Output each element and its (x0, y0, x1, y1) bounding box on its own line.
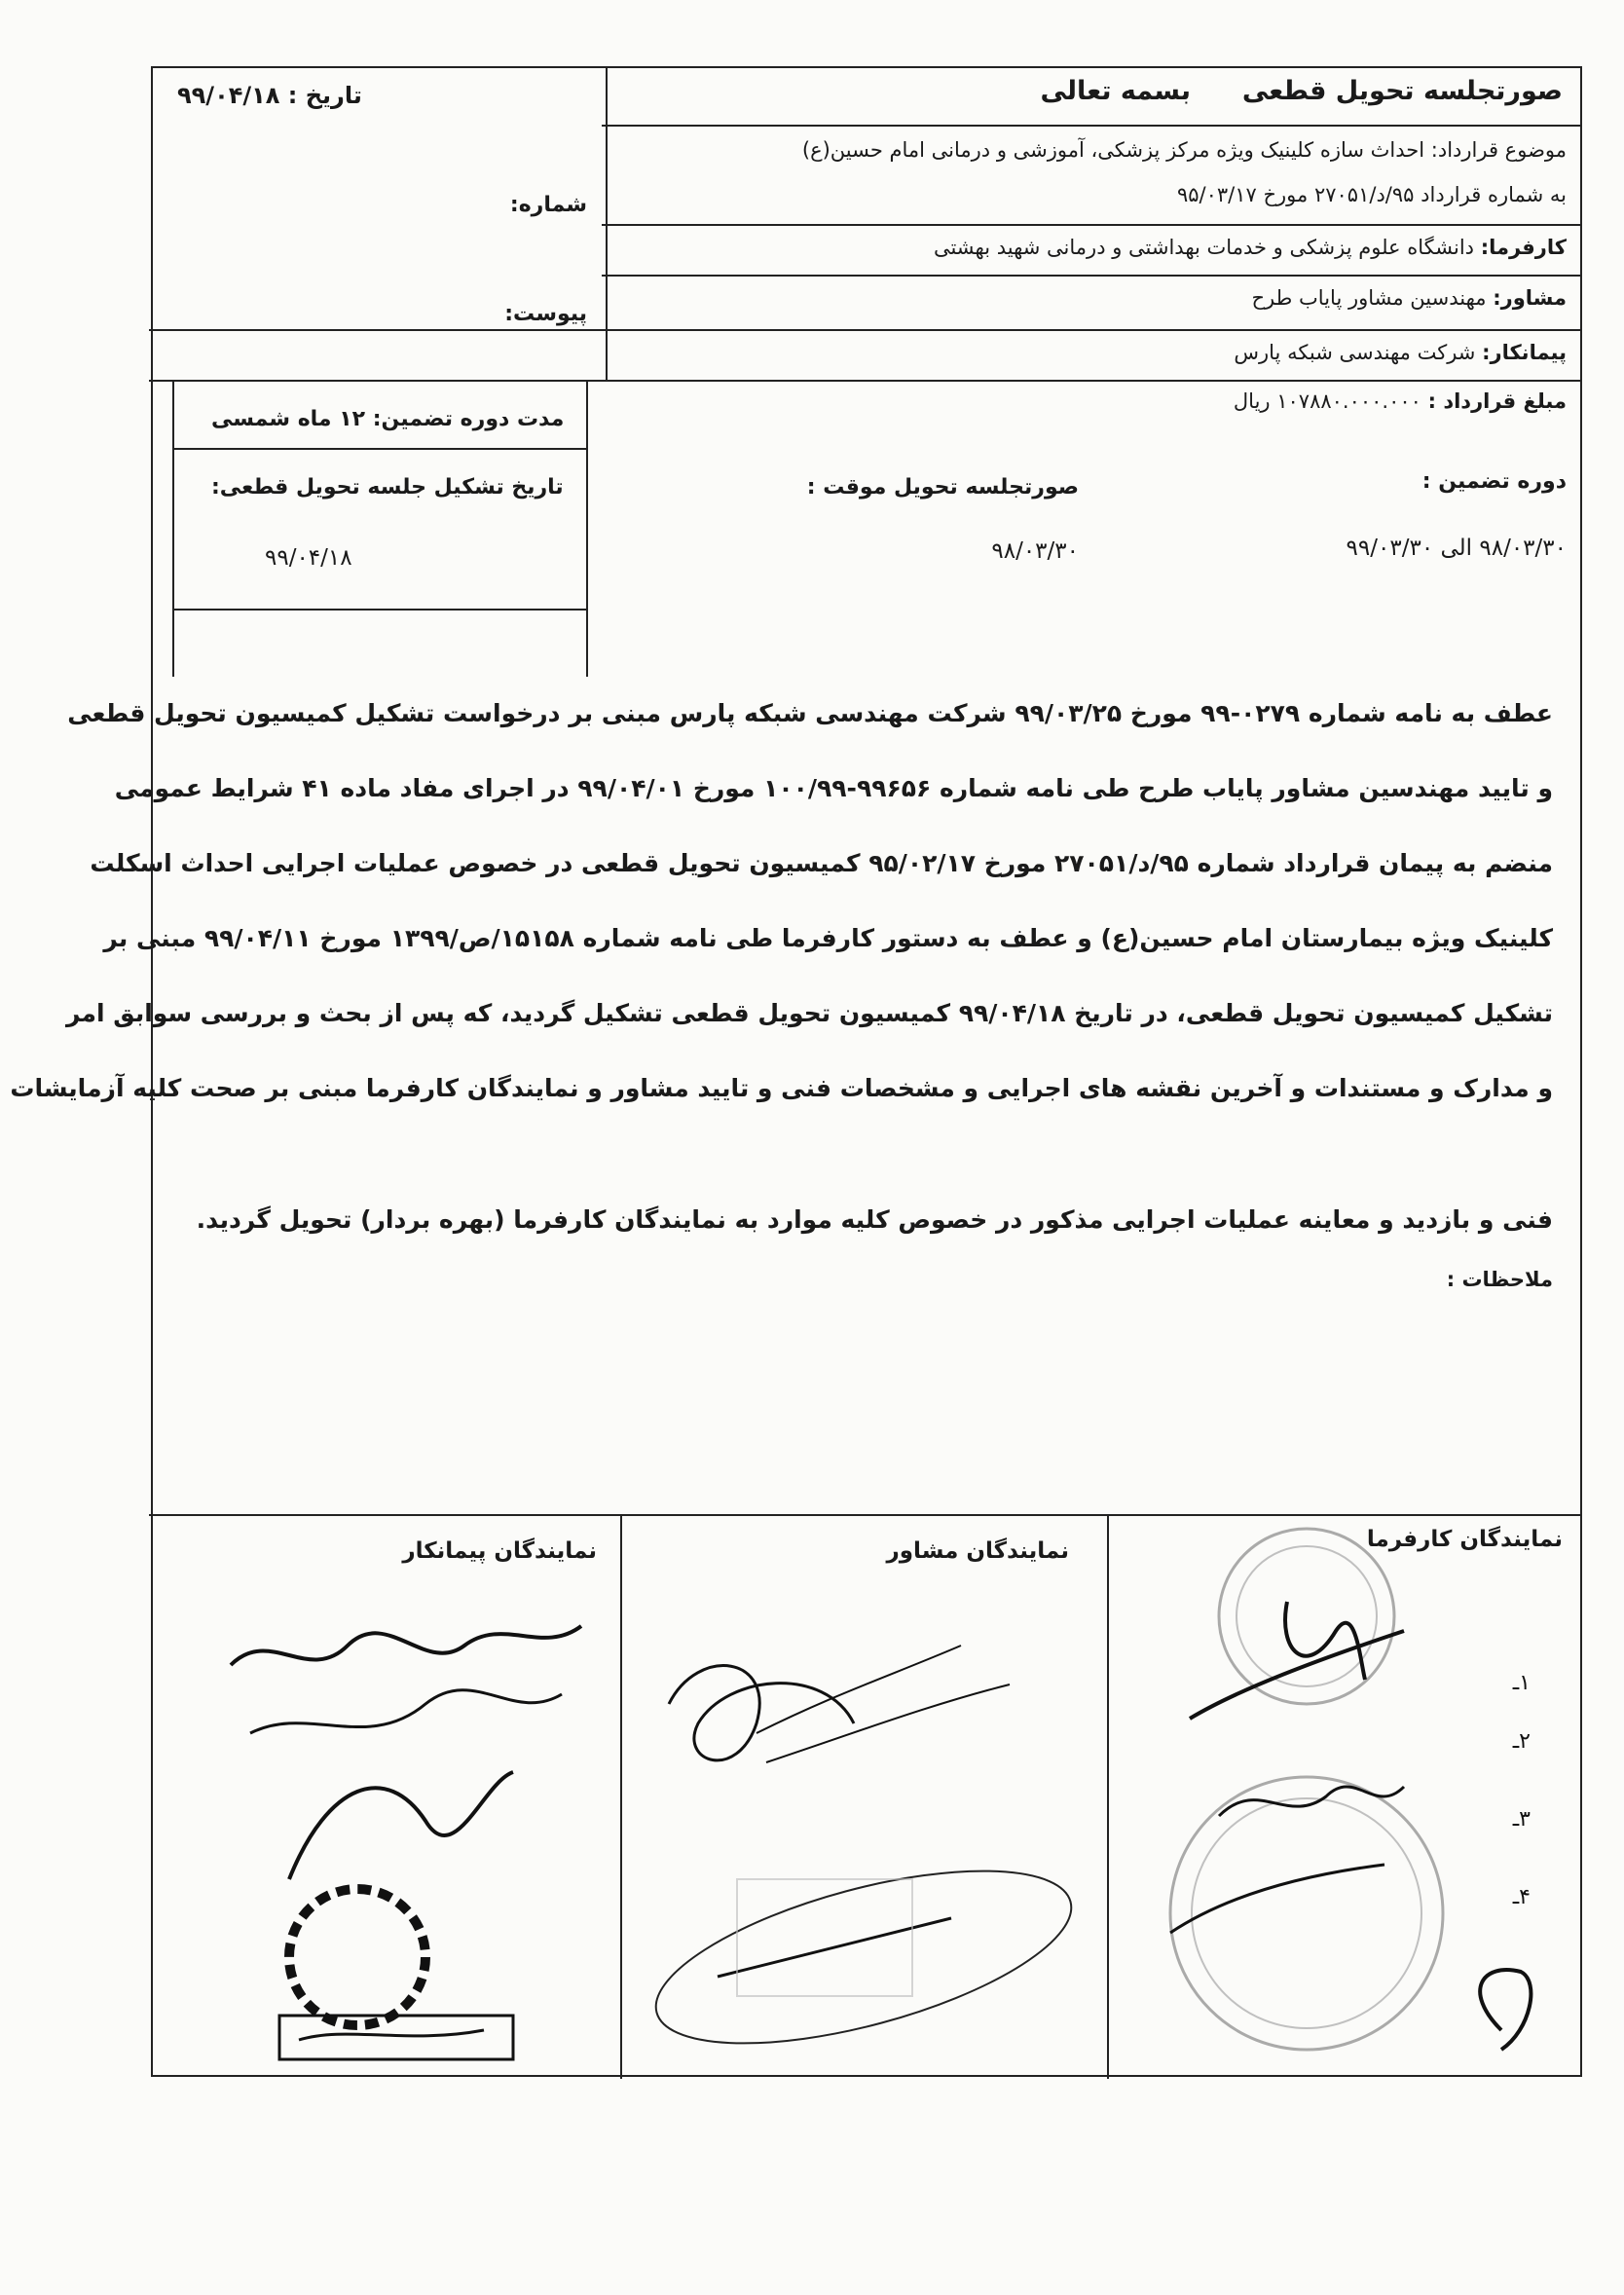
attachment-label: پیوست: (504, 302, 587, 326)
date-field: تاریخ : ۹۹/۰۴/۱۸ (177, 82, 362, 109)
warranty-period: مدت دوره تضمین: ۱۲ ماه شمسی (211, 407, 565, 431)
consultant-signature-stamp (640, 1587, 1097, 2054)
temp-delivery-label: صورتجلسه تحویل موقت : (806, 475, 1079, 500)
svg-text:۱ـ: ۱ـ (1512, 1671, 1531, 1695)
contractor-reps-label: نمایندگان پیمانکار (402, 1538, 597, 1564)
bismillah: بسمه تعالی (1040, 76, 1191, 106)
subject-line: موضوع قرارداد: احداث سازه کلینیک ویژه مرکز پزشکی، آموزشی و درمانی امام حسین(ع) (801, 138, 1567, 162)
body-line-6: و مدارک و مستندات و آخرین نقشه های اجرایی و مشخصات فنی و تایید مشاور و نمایندگان کارفرما مبنی بر صحت کلیه آزمایشات (10, 1074, 1553, 1102)
amount-line: مبلغ قرارداد : ۱۰۷۸۸۰.۰۰۰.۰۰۰ ریال (1233, 389, 1567, 413)
final-session-label: تاریخ تشکیل جلسه تحویل قطعی: (211, 475, 564, 500)
body-line-7: فنی و بازدید و معاینه عملیات اجرایی مذکور در خصوص کلیه موارد به نمایندگان کارفرما (بهره بردار) تحویل گردید. (196, 1205, 1553, 1234)
body-line-5: تشکیل کمیسیون تحویل قطعی، در تاریخ ۹۹/۰۴/۱۸ کمیسیون تحویل قطعی تشکیل گردید، که پس از بحث و بررسی سوابق امر (66, 999, 1553, 1027)
contractor-line: پیمانکار: شرکت مهندسی شبکه پارس (1234, 341, 1567, 364)
svg-text:۴ـ: ۴ـ (1512, 1885, 1531, 1909)
form-sheet (10, 66, 1582, 2077)
body-line-2: و تایید مهندسین مشاور پایاب طرح طی نامه شماره ۹۹۶۵۶-۱۰۰/۹۹ مورخ ۹۹/۰۴/۰۱ در اجرای مفاد ماده ۴۱ شرایط عمومی (114, 774, 1553, 802)
contractor-signature-stamp (192, 1587, 610, 2074)
remarks-label: ملاحظات : (1446, 1268, 1553, 1291)
svg-text:۳ـ: ۳ـ (1512, 1807, 1531, 1832)
body-line-4: کلینیک ویژه بیمارستان امام حسین(ع) و عطف به دستور کارفرما طی نامه شماره ۱۵۱۵۸/ص/۱۳۹۹ مورخ ۹۹/۰۴/۱۱ مبنی بر (103, 924, 1553, 952)
body-line-1: عطف به نامه شماره ۰۲۷۹-۹۹ مورخ ۹۹/۰۳/۲۵ شرکت مهندسی شبکه پارس مبنی بر درخواست تشکیل کمیسیون تحویل قطعی (67, 699, 1553, 727)
employer-reps-label: نمایندگان کارفرما (1366, 1527, 1563, 1552)
warranty-label: دوره تضمین : (1421, 469, 1567, 494)
form-title: صورتجلسه تحویل قطعی (1241, 76, 1563, 106)
number-label: شماره: (509, 193, 587, 217)
employer-signatures-stamp (1112, 1524, 1579, 2079)
consultant-line: مشاور: مهندسین مشاور پایاب طرح (1251, 286, 1567, 310)
body-line-3: منضم به پیمان قرارداد شماره ۹۵/د/۲۷۰۵۱ مورخ ۹۵/۰۲/۱۷ کمیسیون تحویل قطعی در خصوص عملیات اجرایی احداث اسکلت (90, 849, 1553, 877)
employer-line: کارفرما: دانشگاه علوم پزشکی و خدمات بهداشتی و درمانی شهید بهشتی (933, 236, 1567, 259)
svg-text:۲ـ: ۲ـ (1512, 1729, 1531, 1754)
contract-number-line: به شماره قرارداد ۹۵/د/۲۷۰۵۱ مورخ ۹۵/۰۳/۱۷ (1176, 183, 1567, 206)
warranty-value: ۹۸/۰۳/۳۰ الی ۹۹/۰۳/۳۰ (1346, 536, 1567, 561)
consultant-reps-label: نمایندگان مشاور (886, 1538, 1069, 1564)
final-session-value: ۹۹/۰۴/۱۸ (265, 545, 352, 571)
temp-delivery-value: ۹۸/۰۳/۳۰ (991, 538, 1079, 564)
